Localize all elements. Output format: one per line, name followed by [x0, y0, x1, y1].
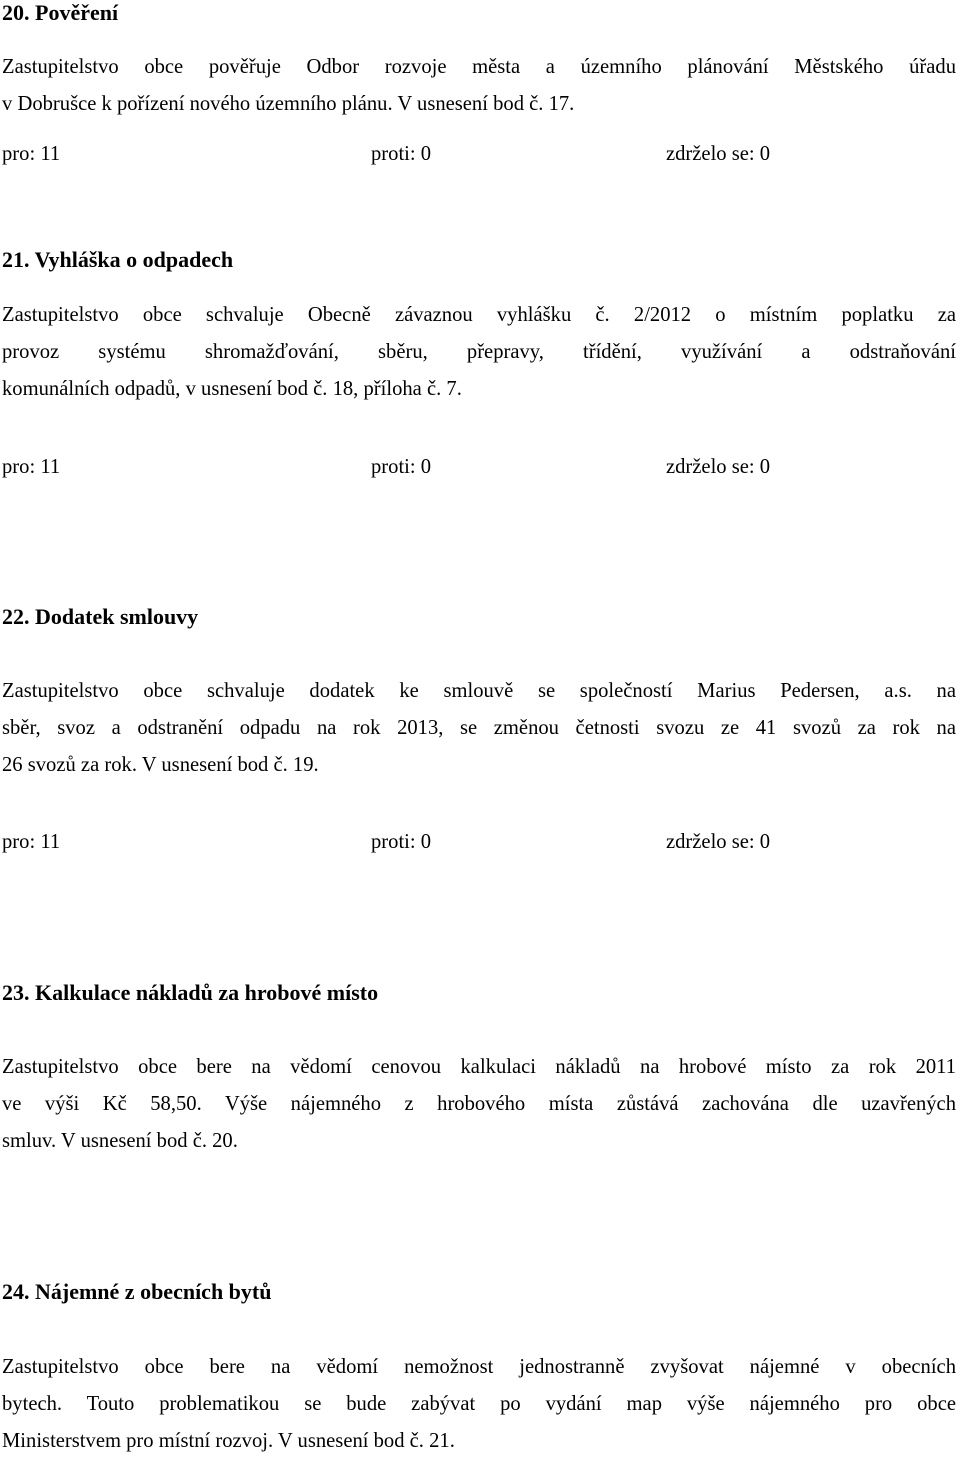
- text-line: Zastupitelstvo obce pověřuje Odbor rozvoje města a územního plánování Městského úřadu: [2, 56, 956, 78]
- section-22-heading: 22. Dodatek smlouvy: [2, 604, 199, 629]
- section-22-text: [2, 673, 956, 784]
- vote-proti: proti: 0: [371, 831, 432, 853]
- section-24-heading: 24. Nájemné z obecních bytů: [2, 1279, 272, 1304]
- section-20-text: [2, 49, 956, 123]
- text-line: Zastupitelstvo obce schvaluje dodatek ke smlouvě se společností Marius Pedersen, a.s. na: [2, 680, 956, 702]
- vote-zdrzelo: zdrželo se: 0: [666, 456, 771, 478]
- text-line: Ministerstvem pro místní rozvoj. V usnesení bod č. 21.: [2, 1430, 455, 1452]
- section-20-heading: 20. Pověření: [2, 0, 119, 25]
- vote-zdrzelo: zdrželo se: 0: [666, 831, 771, 853]
- text-line: bytech. Touto problematikou se bude zabývat po vydání map výše nájemného pro obce: [2, 1393, 956, 1415]
- section-23-heading: 23. Kalkulace nákladů za hrobové místo: [2, 980, 379, 1005]
- section-23-text: [2, 1049, 956, 1160]
- section-21-vote: [2, 453, 956, 481]
- vote-pro: pro: 11: [2, 143, 61, 165]
- section-24-text: [2, 1349, 956, 1460]
- text-line: komunálních odpadů, v usnesení bod č. 18, příloha č. 7.: [2, 378, 462, 400]
- text-line: Zastupitelstvo obce bere na vědomí nemožnost jednostranně zvyšovat nájemné v obecních: [2, 1356, 956, 1378]
- text-line: Zastupitelstvo obce schvaluje Obecně závaznou vyhlášku č. 2/2012 o místním poplatku za: [2, 304, 956, 326]
- section-21-text: [2, 297, 956, 408]
- vote-pro: pro: 11: [2, 456, 61, 478]
- text-line: Zastupitelstvo obce bere na vědomí cenovou kalkulaci nákladů na hrobové místo za rok 2011: [2, 1056, 956, 1078]
- vote-pro: pro: 11: [2, 831, 61, 853]
- vote-zdrzelo: zdrželo se: 0: [666, 143, 771, 165]
- text-line: 26 svozů za rok. V usnesení bod č. 19.: [2, 754, 319, 776]
- text-line: v Dobrušce k pořízení nového územního plánu. V usnesení bod č. 17.: [2, 93, 575, 115]
- section-22-vote: [2, 828, 956, 856]
- text-line: provoz systému shromažďování, sběru, přepravy, třídění, využívání a odstraňování: [2, 341, 956, 363]
- text-line: ve výši Kč 58,50. Výše nájemného z hrobového místa zůstává zachována dle uzavřených: [2, 1093, 956, 1115]
- text-line: smluv. V usnesení bod č. 20.: [2, 1130, 238, 1152]
- vote-proti: proti: 0: [371, 143, 432, 165]
- section-20-vote: [2, 140, 956, 168]
- text-line: sběr, svoz a odstranění odpadu na rok 2013, se změnou četnosti svozu ze 41 svozů za rok na: [2, 717, 956, 739]
- vote-proti: proti: 0: [371, 456, 432, 478]
- section-21-heading: 21. Vyhláška o odpadech: [2, 247, 234, 272]
